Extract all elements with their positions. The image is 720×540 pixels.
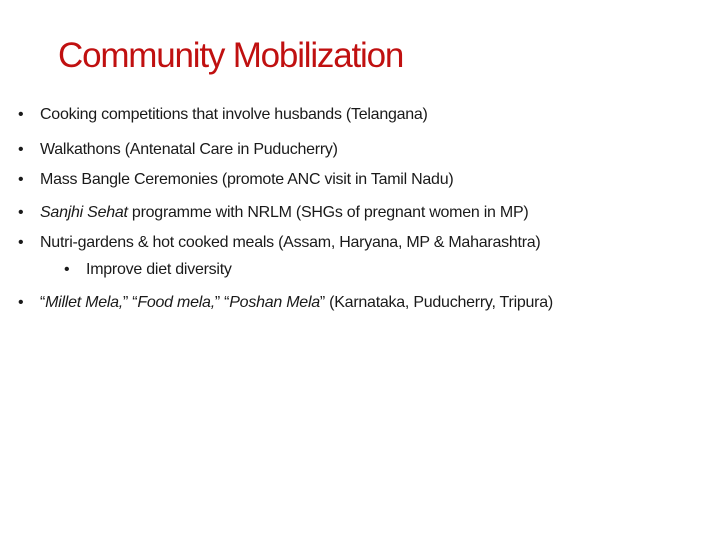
event-name: Millet Mela,: [45, 294, 123, 311]
quote-sep: ” “: [122, 294, 138, 311]
event-name: Poshan Mela: [229, 294, 320, 311]
bullet-icon: •: [64, 261, 70, 278]
list-item-text: [40, 204, 528, 222]
list-item-text-rest: programme with NRLM (SHGs of pregnant women in MP): [127, 204, 529, 221]
event-name: Food mela,: [137, 294, 215, 311]
list-item-text: [40, 294, 553, 312]
list-item-text: Nutri-gardens & hot cooked meals (Assam, Haryana, MP & Maharashtra): [40, 234, 541, 251]
bullet-icon: •: [18, 171, 24, 188]
quote-sep: ” “: [214, 294, 230, 311]
list-item-text: Walkathons (Antenatal Care in Puducherry): [40, 141, 338, 158]
bullet-icon: •: [18, 294, 24, 311]
quote-open: “: [40, 294, 46, 311]
bullet-icon: •: [18, 204, 24, 221]
sub-list-item-text: Improve diet diversity: [86, 261, 232, 278]
list-item-text-rest: ” (Karnataka, Puducherry, Tripura): [319, 294, 553, 311]
bullet-icon: •: [18, 234, 24, 251]
list-item-text: Cooking competitions that involve husbands (Telangana): [40, 106, 428, 123]
italic-program-name: Sanjhi Sehat: [40, 204, 128, 221]
bullet-icon: •: [18, 141, 24, 158]
bullet-icon: •: [18, 106, 24, 123]
slide-title: Community Mobilization: [58, 36, 404, 75]
list-item-text: Mass Bangle Ceremonies (promote ANC visit in Tamil Nadu): [40, 171, 454, 188]
